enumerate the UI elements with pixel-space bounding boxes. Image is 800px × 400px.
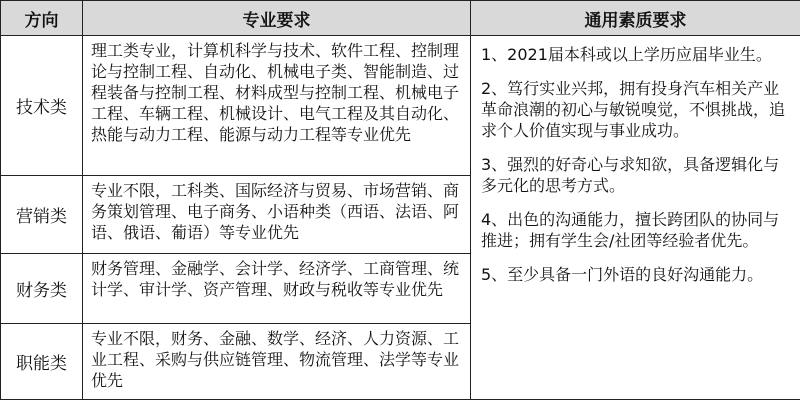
header-row <box>1 1 800 36</box>
general-requirement-item: 5、至少具备一门外语的良好沟通能力。 <box>481 265 764 284</box>
general-requirements-cell <box>471 36 800 400</box>
direction-cell: 营销类 <box>1 176 83 254</box>
direction-cell: 技术类 <box>1 36 83 176</box>
general-requirement-item: 2、笃行实业兴邦，拥有投身汽车相关产业革命浪潮的初心与敏锐嗅觉，不惧挑战，追求个人价值实现与事业成功。 <box>481 79 786 140</box>
general-requirement-item: 4、出色的沟通能力，擅长跨团队的协同与推进；拥有学生会/社团等经验者优先。 <box>481 210 780 250</box>
direction-cell: 财务类 <box>1 254 83 324</box>
major-requirement-cell: 专业不限，工科类、国际经济与贸易、市场营销、商务策划管理、电子商务、小语种类（西语、法语、阿语、俄语、葡语）等专业优先 <box>83 176 471 254</box>
table-row-tech <box>1 36 800 176</box>
major-requirement-cell: 专业不限，财务、金融、数学、经济、人力资源、工业工程、采购与供应链管理、物流管理、法学等专业优先 <box>83 324 471 400</box>
header-direction: 方向 <box>1 1 83 36</box>
major-requirement-cell: 理工类专业，计算机科学与技术、软件工程、控制理论与控制工程、自动化、机械电子类、智能制造、过程装备与控制工程、材料成型与控制工程、机械电子工程、车辆工程、机械设计、电气工程及其自动化、热能与动力工程、能源与动力工程等专业优先 <box>83 36 471 176</box>
major-requirement-cell: 财务管理、金融学、会计学、经济学、工商管理、统计学、审计学、资产管理、财政与税收等专业优先 <box>83 254 471 324</box>
direction-cell: 职能类 <box>1 324 83 400</box>
general-requirement-item: 1、2021届本科或以上学历应届毕业生。 <box>481 45 772 64</box>
header-general-requirements: 通用素质要求 <box>471 1 800 36</box>
header-major-requirements: 专业要求 <box>83 1 471 36</box>
general-requirement-item: 3、强烈的好奇心与求知欲，具备逻辑化与多元化的思考方式。 <box>481 155 780 195</box>
